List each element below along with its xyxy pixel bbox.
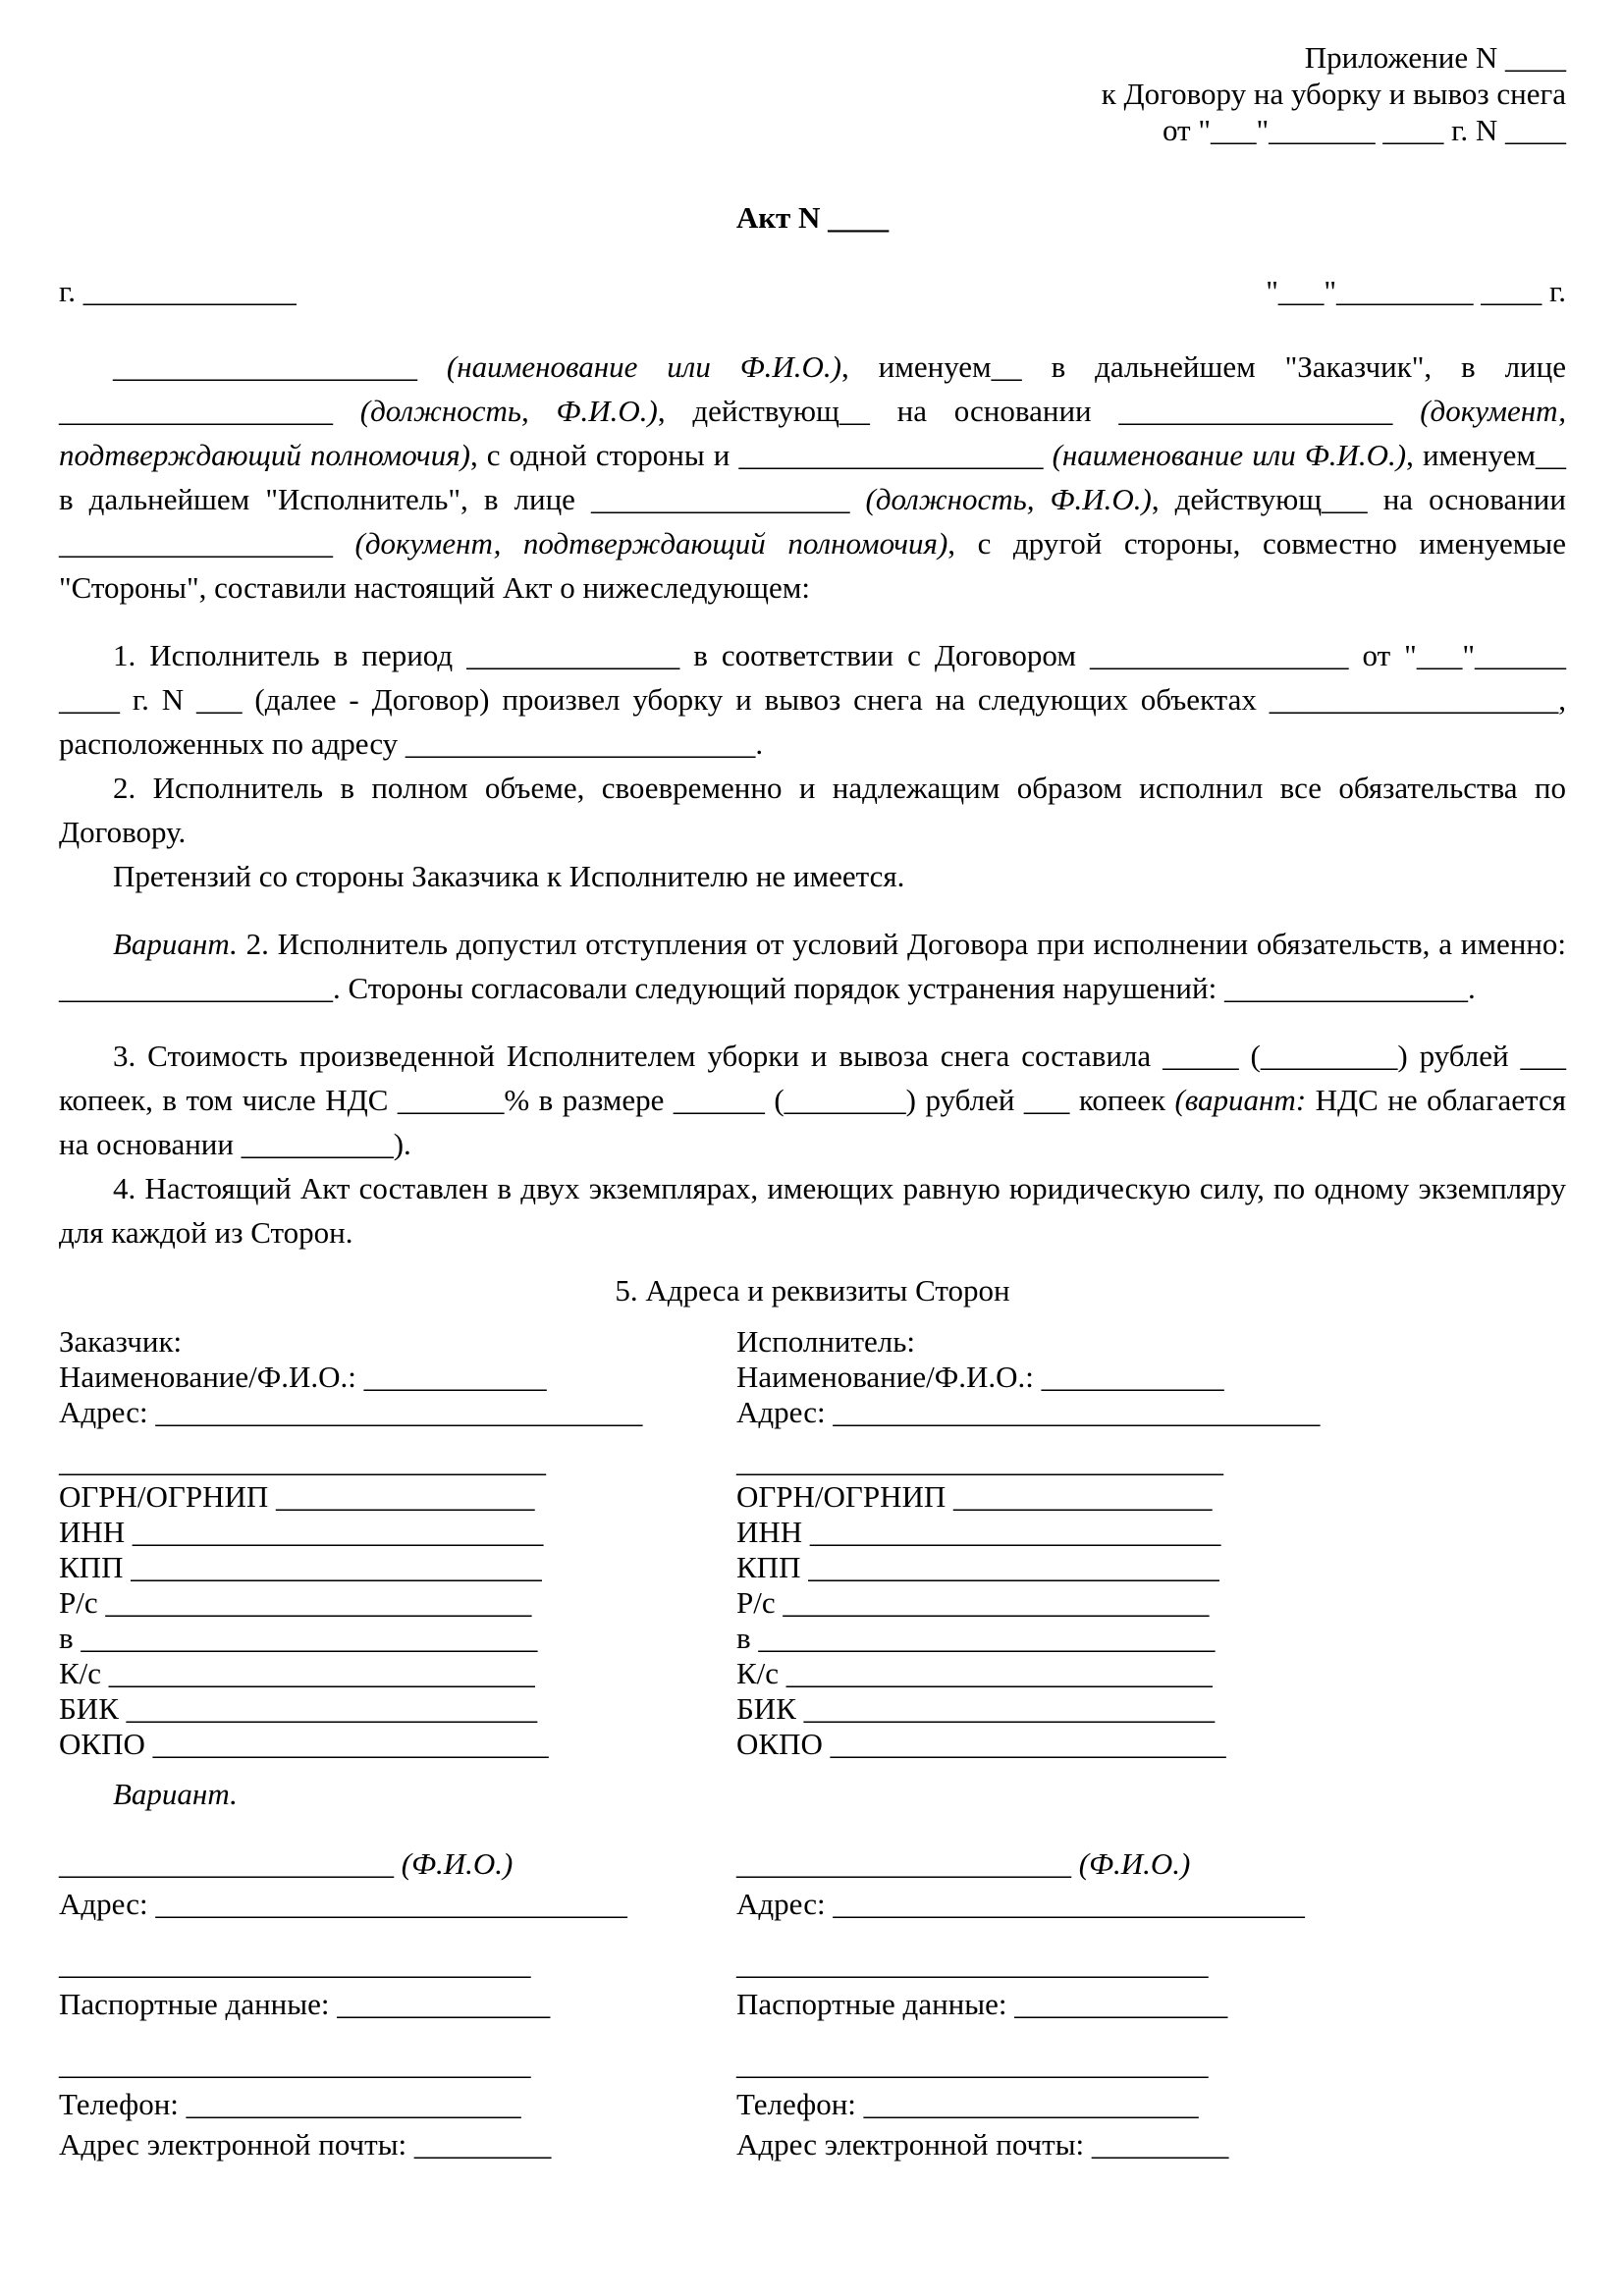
- customer-inn-field: ИНН ___________________________: [59, 1515, 544, 1549]
- parties-closing-text: , с другой стороны, совместно именуемые "Стороны", составили настоящий Акт о нижеследующем:: [59, 526, 1567, 605]
- one-party-text: , с одной стороны и ____________________: [469, 438, 1053, 472]
- contractor-name-field: Наименование/Ф.И.О.: ____________: [736, 1360, 1224, 1394]
- authority-document-note: (документ, подтверждающий полномочия): [59, 394, 1567, 472]
- contractor-fio-blank: ______________________: [736, 1846, 1079, 1881]
- customer-kpp-field: КПП ___________________________: [59, 1550, 542, 1584]
- contractor-ind-address-continuation: _______________________________: [736, 1947, 1209, 1981]
- clause-2: 2. Исполнитель в полном объеме, своевременно и надлежащим образом исполнил все обязательства по Договору.: [59, 771, 1566, 849]
- contractor-corr-account-field: К/с ____________________________: [736, 1656, 1213, 1690]
- contractor-kpp-field: КПП ___________________________: [736, 1550, 1219, 1584]
- variant-label: Вариант.: [113, 927, 238, 961]
- clause-2-note: Претензий со стороны Заказчика к Исполнителю не имеется.: [113, 859, 905, 893]
- contractor-passport-field: Паспортные данные: ______________: [736, 1987, 1228, 2021]
- contractor-inn-field: ИНН ___________________________: [736, 1515, 1221, 1549]
- appendix-header: [59, 39, 1566, 148]
- contractor-requisites-column: [736, 1324, 1566, 1762]
- customer-clause-text: , именуем__ в дальнейшем "Заказчик", в лице __________________: [59, 349, 1566, 428]
- individuals-block: [59, 1843, 1566, 2164]
- customer-requisites-column: [59, 1324, 736, 1762]
- customer-ind-address-continuation: _______________________________: [59, 1947, 531, 1981]
- contractor-individual-column: [736, 1843, 1566, 2164]
- contractor-bank-field: в ______________________________: [736, 1621, 1216, 1655]
- customer-ogrn-field: ОГРН/ОГРНИП _________________: [59, 1479, 535, 1514]
- customer-label: Заказчик:: [59, 1324, 183, 1359]
- contractor-fio-caption: (Ф.И.О.): [1078, 1846, 1191, 1881]
- contractor-address-field: Адрес: ________________________________: [736, 1395, 1321, 1429]
- cost-text: 3. Стоимость произведенной Исполнителем уборки и вывоза снега составила _____ (_________) рублей ___ копеек, в том числе НДС _______% в размере ______ (________) рублей ___ копеек: [59, 1039, 1566, 1117]
- contractor-fio-signature-line: [736, 1843, 1566, 1884]
- contractor-address-continuation: ________________________________: [736, 1444, 1223, 1478]
- appendix-number-line: Приложение N ____: [1304, 40, 1566, 75]
- customer-name-field: Наименование/Ф.И.О.: ____________: [59, 1360, 547, 1394]
- contractor-bik-field: БИК ___________________________: [736, 1691, 1216, 1726]
- acting-on-basis-text-2: , действующ___ на основании __________________: [59, 482, 1566, 561]
- customer-fio-signature-line: [59, 1843, 736, 1884]
- customer-ind-address-field: Адрес: _______________________________: [59, 1887, 627, 1921]
- contractor-account-field: Р/с ____________________________: [736, 1585, 1210, 1620]
- customer-passport-field: Паспортные данные: ______________: [59, 1987, 551, 2021]
- date-blank: "___"_________ ____ г.: [1266, 274, 1566, 308]
- vat-variant-label: (вариант:: [1174, 1083, 1307, 1117]
- customer-email-field: Адрес электронной почты: _________: [59, 2127, 552, 2162]
- contractor-label: Исполнитель:: [736, 1324, 916, 1359]
- contract-reference-line: к Договору на уборку и вывоз снега: [1101, 77, 1566, 111]
- place-and-date-row: [59, 269, 1566, 313]
- acting-on-basis-text: , действующ__ на основании __________________: [657, 394, 1421, 428]
- clause-4: 4. Настоящий Акт составлен в двух экземплярах, имеющих равную юридическую силу, по одному экземпляру для каждой из Сторон.: [59, 1171, 1566, 1250]
- customer-bank-field: в ______________________________: [59, 1621, 538, 1655]
- individuals-variant-label: Вариант.: [113, 1777, 238, 1811]
- position-fio-note-2: (должность, Ф.И.О.): [865, 482, 1152, 516]
- customer-corr-account-field: К/с ____________________________: [59, 1656, 535, 1690]
- customer-phone-field: Телефон: ______________________: [59, 2087, 521, 2121]
- contractor-okpo-field: ОКПО __________________________: [736, 1727, 1226, 1761]
- requisites-block: [59, 1324, 1566, 1762]
- document-title: Акт N ____: [735, 200, 890, 235]
- clause-1: 1. Исполнитель в период ______________ в соответствии с Договором _________________ от "___"______ ____ г. N ___ (далее - Договор) произвел уборку и вывоз снега на следующих объектах ___________________, расположенных по адресу _______________________.: [59, 638, 1566, 761]
- customer-bik-field: БИК ___________________________: [59, 1691, 538, 1726]
- contract-date-line: от "___"_______ ____ г. N ____: [1162, 113, 1566, 147]
- contractor-phone-field: Телефон: ______________________: [736, 2087, 1199, 2121]
- city-blank: г. ______________: [59, 274, 297, 308]
- preamble-paragraph: [59, 345, 1566, 610]
- authority-document-note-2: (документ, подтверждающий полномочия): [354, 526, 948, 561]
- contractor-passport-continuation: _______________________________: [736, 2047, 1209, 2081]
- section-5-heading: 5. Адреса и реквизиты Сторон: [615, 1273, 1010, 1308]
- contractor-clause-text: , именуем__ в дальнейшем "Исполнитель", в лице _________________: [59, 438, 1566, 516]
- customer-fio-caption: (Ф.И.О.): [401, 1846, 514, 1881]
- contractor-ind-address-field: Адрес: _______________________________: [736, 1887, 1305, 1921]
- position-fio-note: (должность, Ф.И.О.): [359, 394, 658, 428]
- name-or-fio-note: (наименование или Ф.И.О.): [446, 349, 841, 384]
- contractor-ogrn-field: ОГРН/ОГРНИП _________________: [736, 1479, 1213, 1514]
- customer-address-continuation: ________________________________: [59, 1444, 546, 1478]
- name-or-fio-note-2: (наименование или Ф.И.О.): [1052, 438, 1407, 472]
- party-name-blank: ____________________: [113, 349, 447, 384]
- clause-2-variant: [59, 922, 1566, 1010]
- customer-address-field: Адрес: ________________________________: [59, 1395, 643, 1429]
- customer-fio-blank: ______________________: [59, 1846, 402, 1881]
- variant-text: 2. Исполнитель допустил отступления от условий Договора при исполнении обязательств, а именно: __________________. Стороны согласовали следующий порядок устранения нарушений: ________________.: [59, 927, 1566, 1005]
- customer-passport-continuation: _______________________________: [59, 2047, 531, 2081]
- vat-variant-text: НДС не облагается на основании __________).: [59, 1083, 1566, 1161]
- customer-account-field: Р/с ____________________________: [59, 1585, 532, 1620]
- clause-3: [59, 1034, 1566, 1166]
- contractor-email-field: Адрес электронной почты: _________: [736, 2127, 1229, 2162]
- customer-individual-column: [59, 1843, 736, 2164]
- customer-okpo-field: ОКПО __________________________: [59, 1727, 549, 1761]
